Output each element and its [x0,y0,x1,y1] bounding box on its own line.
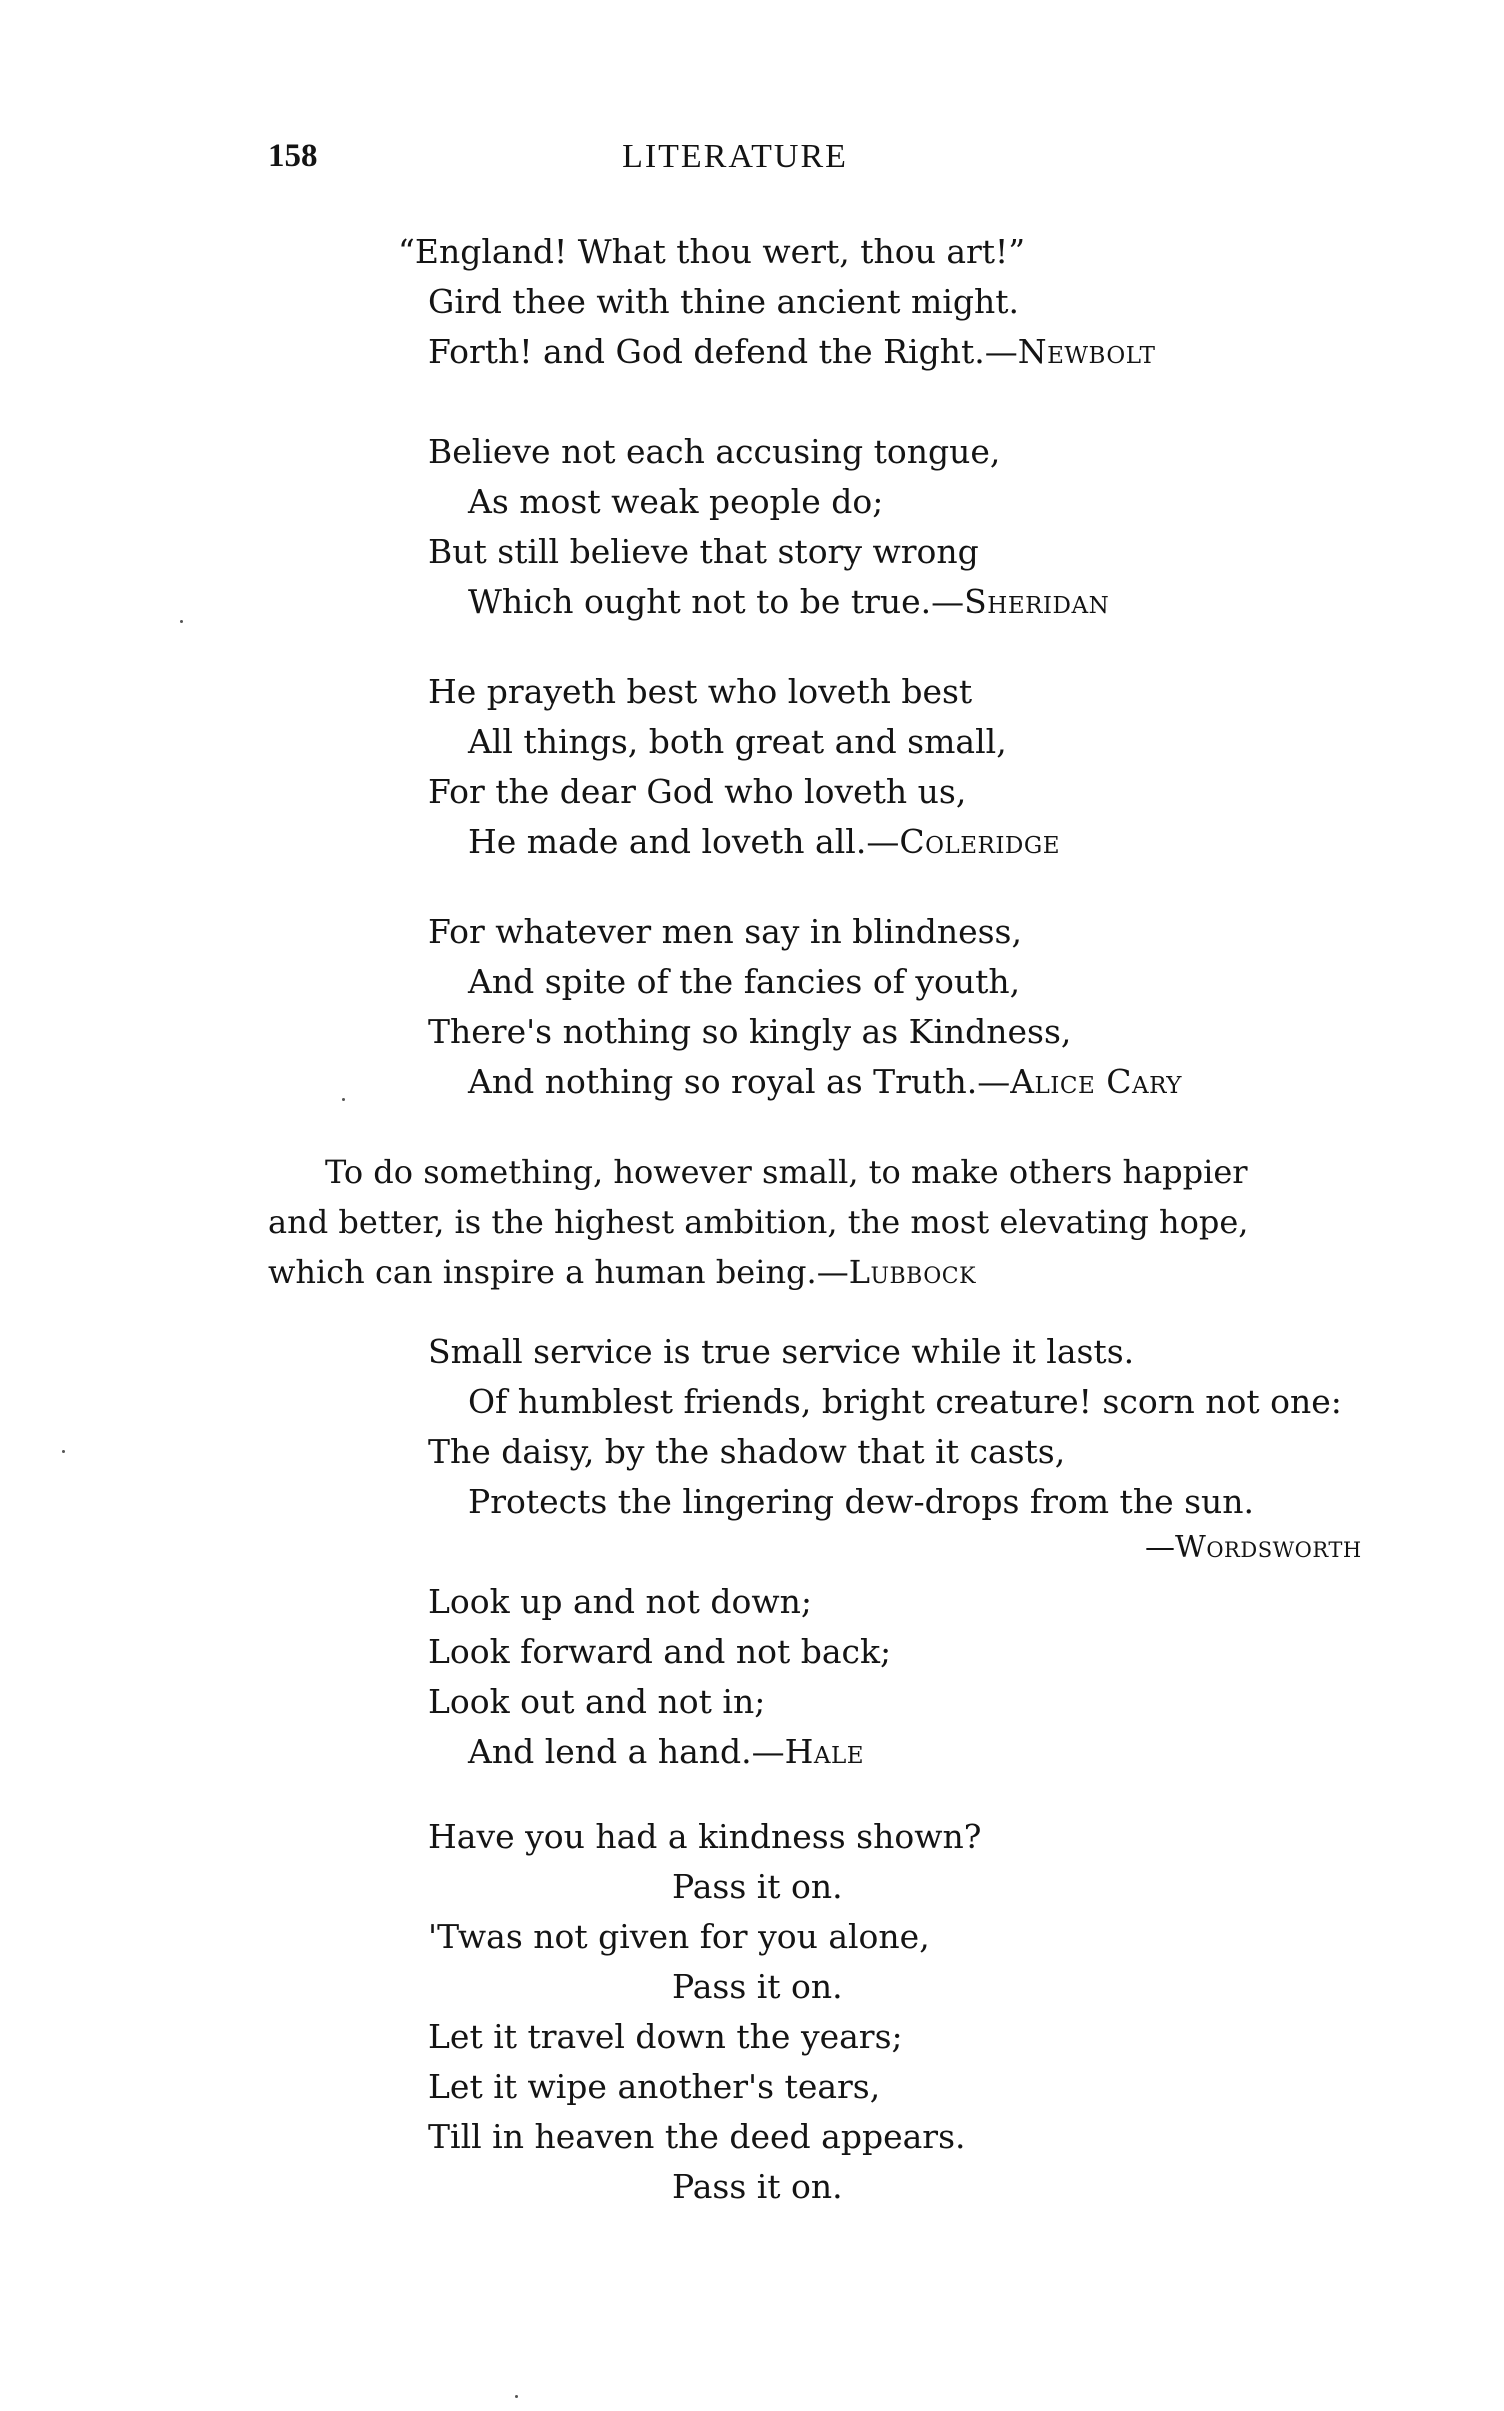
verse-line: And spite of the fancies of youth, [468,962,1021,1001]
verse-line [468,822,1060,862]
verse-line [468,582,1109,622]
attribution: Lubbock [848,1253,977,1291]
attribution: Sheridan [964,582,1110,621]
scan-speck [515,2395,518,2398]
attribution: Newbolt [1017,332,1156,371]
verse-line-text: Forth! and God defend the Right.— [428,332,1018,371]
verse-refrain: Pass it on. [672,2167,843,2206]
verse-line [1145,1528,1362,1568]
verse-line: But still believe that story wrong [428,532,979,571]
verse-line: For whatever men say in blindness, [428,912,1022,951]
attribution: Hale [784,1732,865,1771]
verse-line: Let it travel down the years; [428,2017,903,2056]
prose-line [268,1252,976,1292]
verse-line-text: And nothing so royal as Truth.— [468,1062,1011,1101]
verse-line: Look up and not down; [428,1582,813,1621]
verse-line: 'Twas not given for you alone, [428,1917,930,1956]
verse-line: For the dear God who loveth us, [428,772,967,811]
prose-line-text: which can inspire a human being.— [268,1253,849,1291]
verse-line-text: And lend a hand.— [468,1732,785,1771]
verse-line: Look out and not in; [428,1682,766,1721]
verse-line: Protects the lingering dew-drops from the sun. [468,1482,1255,1521]
attribution-dash: — [1145,1530,1175,1565]
verse-line-text: Which ought not to be true.— [468,582,965,621]
attribution: Wordsworth [1175,1530,1362,1565]
verse-line: As most weak people do; [468,482,884,521]
verse-line: The daisy, by the shadow that it casts, [428,1432,1066,1471]
verse-line: Till in heaven the deed appears. [428,2117,966,2156]
attribution: Alice Cary [1010,1062,1182,1101]
verse-line: “England! What thou wert, thou art!” [398,232,1026,271]
attribution: Coleridge [899,822,1061,861]
verse-line: There's nothing so kingly as Kindness, [428,1012,1072,1051]
verse-line-text: He made and loveth all.— [468,822,900,861]
verse-line: Look forward and not back; [428,1632,892,1671]
verse-line: Small service is true service while it lasts. [428,1332,1135,1371]
verse-line [468,1732,864,1772]
verse-refrain: Pass it on. [672,1867,843,1906]
verse-line: Of humblest friends, bright creature! scorn not one: [468,1382,1342,1421]
running-title: LITERATURE [622,138,848,175]
page-number: 158 [268,138,318,174]
prose-line: To do something, however small, to make others happier [325,1153,1248,1191]
verse-line [428,332,1155,372]
verse-line: Believe not each accusing tongue, [428,432,1001,471]
verse-line [468,1062,1182,1102]
verse-line: Gird thee with thine ancient might. [428,282,1019,321]
prose-line: and better, is the highest ambition, the most elevating hope, [268,1203,1249,1241]
scan-speck [180,620,183,623]
verse-line: Have you had a kindness shown? [428,1817,982,1856]
scan-speck [342,1098,345,1101]
verse-line: Let it wipe another's tears, [428,2067,881,2106]
page-header [0,138,1504,188]
scan-speck [62,1450,65,1453]
verse-refrain: Pass it on. [672,1967,843,2006]
verse-line: All things, both great and small, [468,722,1007,761]
verse-line: He prayeth best who loveth best [428,672,973,711]
